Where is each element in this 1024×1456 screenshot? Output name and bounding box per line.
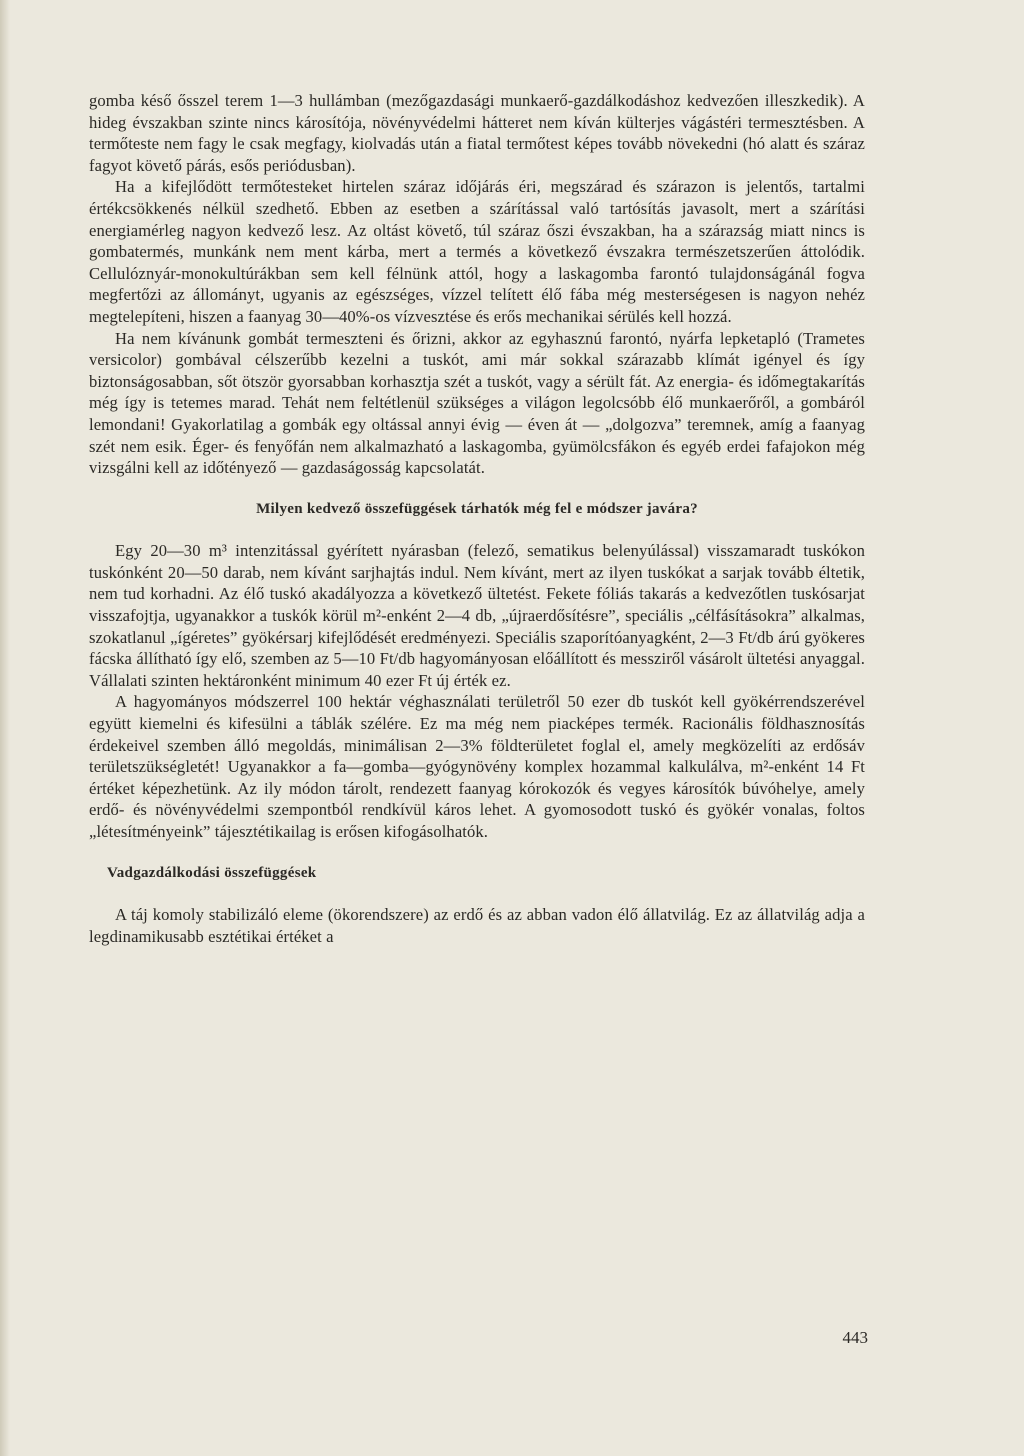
paragraph: Egy 20—30 m³ intenzitással gyérített nyárasban (felező, sematikus belenyúlással) visszamaradt tuskókon tuskónként 20—50 darab, nem kívánt sarjhajtás indul. Nem kívánt, mert az ilyen tuskókat a sarjak tovább éltetik, nem tud korhadni. Az élő tuskó akadályozza a következő ültetést. Fekete fóliás takarás a kedvezőtlen tuskósarjat visszafojtja, ugyanakkor a tuskók körül m²-enként 2—4 db, „újraerdősítésre”, speciális „célfásításokra” alkalmas, szokatlanul „ígéretes” gyökérsarj kifejlődését eredményezi. Speciális szaporítóanyagként, 2—3 Ft/db árú gyökeres fácska állítható így elő, szemben az 5—10 Ft/db hagyományosan előállított és messziről vásárolt ültetési anyaggal. Vállalati szinten hektáronként minimum 40 ezer Ft új érték ez. (89, 541, 865, 690)
paragraph: A táj komoly stabilizáló eleme (ökorendszere) az erdő és az abban vadon élő állatvilág. Ez az állatvilág adja a legdinamikusabb esztétikai értéket a (89, 905, 865, 946)
body-text (89, 90, 865, 947)
page-number: 443 (842, 1328, 868, 1347)
paragraph: Ha nem kívánunk gombát termeszteni és őrizni, akkor az egyhasznú farontó, nyárfa lepketapló (Trametes versicolor) gombával célszerűbb kezelni a tuskót, ami már sokkal szárazabb klímát igényel és így biztonságosabban, sőt ötször gyorsabban korhasztja szét a tuskót, vagy a sérült fát. Az energia- és időmegtakarítás még így is tetemes marad. Tehát nem feltétlenül szükséges a világon legolcsóbb élő munkaerőről, a gombáról lemondani! Gyakorlatilag a gombák egy oltással annyi évig — éven át — „dolgozva” teremnek, amíg a faanyag szét nem esik. Éger- és fenyőfán nem alkalmazható a laskagomba, gyümölcsfákon és egyéb erdei fafajokon még vizsgálni kell az időtényező — gazdaságosság kapcsolatát. (89, 328, 865, 478)
paragraph: Ha a kifejlődött termőtesteket hirtelen száraz időjárás éri, megszárad és szárazon is jelentős, tartalmi értékcsökkenés nélkül szedhető. Ebben az esetben a szárítással való tartósítás javasolt, mert a szárítási energiamérleg nagyon kedvező lesz. Az oltást követő, túl száraz őszi évszakban, ha a szárazság miatt nincs is gombatermés, munkánk nem ment kárba, mert a termés a következő évszakra természetszerűen áttolódik. Cellulóznyár-monokultúrákban sem kell félnünk attól, hogy a laskagomba farontó tulajdonságánál fogva megfertőzi az állományt, ugyanis az egészséges, vízzel telített élő fába még mesterségesen is nagyon nehéz megtelepíteni, hiszen a faanyag 30—40%-os vízvesztése és erős mechanikai sérülés kell hozzá. (89, 177, 865, 326)
paragraph: gomba késő ősszel terem 1—3 hullámban (mezőgazdasági munkaerő-gazdálkodáshoz kedvezően illeszkedik). A hideg évszakban szinte nincs károsítója, növényvédelmi hátteret nem kíván külterjes vágástéri termesztésben. A termőteste nem fagy le csak megfagy, kiolvadás után a fiatal termőtest képes tovább növekedni (hó alatt és száraz fagyot követő párás, esős periódusban). (89, 91, 865, 175)
section-heading: Vadgazdálkodási összefüggések (107, 864, 317, 881)
section-heading: Milyen kedvező összefüggések tárhatók még fel e módszer javára? (256, 500, 698, 517)
paragraph: A hagyományos módszerrel 100 hektár véghasználati területről 50 ezer db tuskót kell gyökérrendszerével együtt kiemelni és kifesülni a táblák szélére. Ez ma még nem piacképes termék. Racionális földhasznosítás érdekeivel szemben álló megoldás, minimálisan 2—3% földterületet foglal el, amely megközelíti az erdősáv területszükségletét! Ugyanakkor a fa—gomba—gyógynövény komplex hozammal kalkulálva, m²-enként 14 Ft értéket képezhetünk. Az ily módon tárolt, rendezett faanyag kórokozók és vegyes károsítók búvóhelye, amely erdő- és növényvédelmi szempontból rendkívül káros lehet. A gyomosodott tuskó és gyökér vonalas, foltos „létesítményeink” tájesztétikailag is erősen kifogásolhatók. (89, 692, 865, 841)
binding-shadow (0, 0, 10, 1456)
